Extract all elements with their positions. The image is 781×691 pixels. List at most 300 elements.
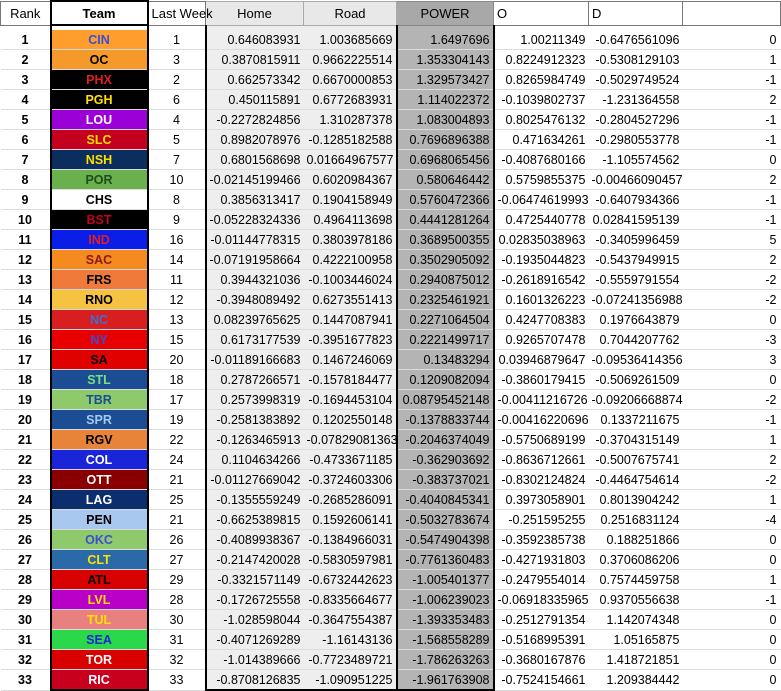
rank-cell[interactable]: 9 xyxy=(1,190,51,210)
team-cell[interactable]: OC xyxy=(51,50,148,70)
d-cell[interactable]: -0.6476561096 xyxy=(589,30,683,50)
d-cell[interactable]: 0.7044207762 xyxy=(589,330,683,350)
power-cell[interactable]: 0.5760472366 xyxy=(397,190,494,210)
rank-cell[interactable]: 7 xyxy=(1,150,51,170)
rank-cell[interactable]: 6 xyxy=(1,130,51,150)
power-cell[interactable]: -1.006239023 xyxy=(397,590,494,610)
road-cell[interactable]: 0.1592606141 xyxy=(304,510,397,530)
change-cell[interactable]: 2 xyxy=(683,450,781,470)
power-cell[interactable]: 0.08795452148 xyxy=(397,390,494,410)
o-cell[interactable]: -0.5168995391 xyxy=(494,630,589,650)
change-cell[interactable]: -1 xyxy=(683,70,781,90)
header-change[interactable] xyxy=(683,1,781,25)
change-cell[interactable]: -2 xyxy=(683,390,781,410)
d-cell[interactable]: 0.9370556638 xyxy=(589,590,683,610)
last-week-cell[interactable]: 14 xyxy=(148,250,206,270)
o-cell[interactable]: -0.00416220696 xyxy=(494,410,589,430)
change-cell[interactable]: -1 xyxy=(683,130,781,150)
change-cell[interactable]: 1 xyxy=(683,430,781,450)
team-cell[interactable]: PHX xyxy=(51,70,148,90)
rank-cell[interactable]: 13 xyxy=(1,270,51,290)
power-cell[interactable]: -0.7761360483 xyxy=(397,550,494,570)
team-cell[interactable]: PEN xyxy=(51,510,148,530)
change-cell[interactable]: 0 xyxy=(683,550,781,570)
last-week-cell[interactable]: 5 xyxy=(148,130,206,150)
last-week-cell[interactable]: 21 xyxy=(148,510,206,530)
last-week-cell[interactable]: 1 xyxy=(148,30,206,50)
rank-cell[interactable]: 28 xyxy=(1,570,51,590)
last-week-cell[interactable]: 25 xyxy=(148,490,206,510)
header-d[interactable]: D xyxy=(589,1,683,25)
road-cell[interactable]: -0.8335664677 xyxy=(304,590,397,610)
d-cell[interactable]: -0.5437949915 xyxy=(589,250,683,270)
home-cell[interactable]: 0.450115891 xyxy=(206,90,304,110)
home-cell[interactable]: -0.01127669042 xyxy=(206,470,304,490)
d-cell[interactable]: -0.5559791554 xyxy=(589,270,683,290)
last-week-cell[interactable]: 12 xyxy=(148,290,206,310)
d-cell[interactable]: -0.09206668874 xyxy=(589,390,683,410)
last-week-cell[interactable]: 33 xyxy=(148,670,206,691)
last-week-cell[interactable]: 6 xyxy=(148,90,206,110)
power-cell[interactable]: -0.2046374049 xyxy=(397,430,494,450)
change-cell[interactable]: 0 xyxy=(683,530,781,550)
last-week-cell[interactable]: 8 xyxy=(148,190,206,210)
power-cell[interactable]: -0.5032783674 xyxy=(397,510,494,530)
power-cell[interactable]: -0.383737021 xyxy=(397,470,494,490)
rank-cell[interactable]: 11 xyxy=(1,230,51,250)
team-cell[interactable]: IND xyxy=(51,230,148,250)
power-cell[interactable]: -0.1378833744 xyxy=(397,410,494,430)
home-cell[interactable]: -0.2147420028 xyxy=(206,550,304,570)
o-cell[interactable]: -0.3860179415 xyxy=(494,370,589,390)
power-cell[interactable]: 0.2325461921 xyxy=(397,290,494,310)
team-cell[interactable]: NC xyxy=(51,310,148,330)
last-week-cell[interactable]: 18 xyxy=(148,370,206,390)
change-cell[interactable]: 2 xyxy=(683,90,781,110)
rank-cell[interactable]: 21 xyxy=(1,430,51,450)
d-cell[interactable]: -0.09536414356 xyxy=(589,350,683,370)
d-cell[interactable]: -0.4464754614 xyxy=(589,470,683,490)
rank-cell[interactable]: 18 xyxy=(1,370,51,390)
last-week-cell[interactable]: 2 xyxy=(148,70,206,90)
team-cell[interactable]: FRS xyxy=(51,270,148,290)
change-cell[interactable]: -2 xyxy=(683,270,781,290)
team-cell[interactable]: ATL xyxy=(51,570,148,590)
team-cell[interactable]: COL xyxy=(51,450,148,470)
road-cell[interactable]: 0.4964113698 xyxy=(304,210,397,230)
home-cell[interactable]: -0.02145199466 xyxy=(206,170,304,190)
d-cell[interactable]: 0.188251866 xyxy=(589,530,683,550)
power-cell[interactable]: 1.6497696 xyxy=(397,30,494,50)
power-cell[interactable]: -0.4040845341 xyxy=(397,490,494,510)
home-cell[interactable]: 0.3856313417 xyxy=(206,190,304,210)
change-cell[interactable]: 1 xyxy=(683,50,781,70)
rank-cell[interactable]: 31 xyxy=(1,630,51,650)
change-cell[interactable]: -1 xyxy=(683,590,781,610)
last-week-cell[interactable]: 11 xyxy=(148,270,206,290)
o-cell[interactable]: -0.3680167876 xyxy=(494,650,589,670)
home-cell[interactable]: -0.4089938367 xyxy=(206,530,304,550)
home-cell[interactable]: -0.3321571149 xyxy=(206,570,304,590)
power-cell[interactable]: 0.1209082094 xyxy=(397,370,494,390)
last-week-cell[interactable]: 16 xyxy=(148,230,206,250)
road-cell[interactable]: 0.1447087941 xyxy=(304,310,397,330)
team-cell[interactable]: LVL xyxy=(51,590,148,610)
last-week-cell[interactable]: 29 xyxy=(148,570,206,590)
last-week-cell[interactable]: 32 xyxy=(148,650,206,670)
team-cell[interactable]: STL xyxy=(51,370,148,390)
power-cell[interactable]: 0.4441281264 xyxy=(397,210,494,230)
rank-cell[interactable]: 33 xyxy=(1,670,51,691)
rank-cell[interactable]: 12 xyxy=(1,250,51,270)
power-cell[interactable]: -0.362903692 xyxy=(397,450,494,470)
home-cell[interactable]: 0.8982078976 xyxy=(206,130,304,150)
d-cell[interactable]: 1.05165875 xyxy=(589,630,683,650)
header-power[interactable]: POWER xyxy=(397,1,494,25)
d-cell[interactable]: -0.5007675741 xyxy=(589,450,683,470)
team-cell[interactable]: TOR xyxy=(51,650,148,670)
home-cell[interactable]: -1.014389666 xyxy=(206,650,304,670)
home-cell[interactable]: -0.01144778315 xyxy=(206,230,304,250)
d-cell[interactable]: 0.8013904242 xyxy=(589,490,683,510)
change-cell[interactable]: 0 xyxy=(683,610,781,630)
rank-cell[interactable]: 27 xyxy=(1,550,51,570)
rank-cell[interactable]: 22 xyxy=(1,450,51,470)
power-cell[interactable]: -1.393353483 xyxy=(397,610,494,630)
home-cell[interactable]: 0.08239765625 xyxy=(206,310,304,330)
header-o[interactable]: O xyxy=(494,1,589,25)
d-cell[interactable]: -0.2804527296 xyxy=(589,110,683,130)
last-week-cell[interactable]: 15 xyxy=(148,330,206,350)
last-week-cell[interactable]: 9 xyxy=(148,210,206,230)
home-cell[interactable]: -0.6625389815 xyxy=(206,510,304,530)
header-home[interactable]: Home xyxy=(206,1,304,25)
rank-cell[interactable]: 20 xyxy=(1,410,51,430)
rank-cell[interactable]: 26 xyxy=(1,530,51,550)
o-cell[interactable]: -0.7524154661 xyxy=(494,670,589,691)
team-cell[interactable]: SPR xyxy=(51,410,148,430)
home-cell[interactable]: -0.3948089492 xyxy=(206,290,304,310)
o-cell[interactable]: 0.5759855375 xyxy=(494,170,589,190)
o-cell[interactable]: -0.3592385738 xyxy=(494,530,589,550)
change-cell[interactable]: -2 xyxy=(683,290,781,310)
last-week-cell[interactable]: 24 xyxy=(148,450,206,470)
last-week-cell[interactable]: 10 xyxy=(148,170,206,190)
header-rank[interactable]: Rank xyxy=(1,1,51,25)
o-cell[interactable]: -0.1039802737 xyxy=(494,90,589,110)
d-cell[interactable]: -0.5069261509 xyxy=(589,370,683,390)
o-cell[interactable]: 0.3973058901 xyxy=(494,490,589,510)
team-cell[interactable]: SAC xyxy=(51,250,148,270)
home-cell[interactable]: -0.1726725558 xyxy=(206,590,304,610)
team-cell[interactable]: LAG xyxy=(51,490,148,510)
d-cell[interactable]: -1.231364558 xyxy=(589,90,683,110)
o-cell[interactable]: 0.8224912323 xyxy=(494,50,589,70)
team-cell[interactable]: OKC xyxy=(51,530,148,550)
d-cell[interactable]: 0.2516831124 xyxy=(589,510,683,530)
last-week-cell[interactable]: 30 xyxy=(148,610,206,630)
road-cell[interactable]: -0.4733671185 xyxy=(304,450,397,470)
d-cell[interactable]: 0.1337211675 xyxy=(589,410,683,430)
rank-cell[interactable]: 3 xyxy=(1,70,51,90)
power-cell[interactable]: 1.329573427 xyxy=(397,70,494,90)
road-cell[interactable]: -0.1578184477 xyxy=(304,370,397,390)
road-cell[interactable]: 0.1904158949 xyxy=(304,190,397,210)
change-cell[interactable]: 2 xyxy=(683,170,781,190)
road-cell[interactable]: 0.6772683931 xyxy=(304,90,397,110)
o-cell[interactable]: -0.251595255 xyxy=(494,510,589,530)
o-cell[interactable]: -0.06474619993 xyxy=(494,190,589,210)
team-cell[interactable]: CIN xyxy=(51,30,148,50)
change-cell[interactable]: 1 xyxy=(683,570,781,590)
power-cell[interactable]: 0.2940875012 xyxy=(397,270,494,290)
rank-cell[interactable]: 30 xyxy=(1,610,51,630)
d-cell[interactable]: 0.02841595139 xyxy=(589,210,683,230)
home-cell[interactable]: 0.662573342 xyxy=(206,70,304,90)
rank-cell[interactable]: 5 xyxy=(1,110,51,130)
team-cell[interactable]: LOU xyxy=(51,110,148,130)
home-cell[interactable]: 0.6801568698 xyxy=(206,150,304,170)
o-cell[interactable]: 0.02835038963 xyxy=(494,230,589,250)
road-cell[interactable]: 0.9662225514 xyxy=(304,50,397,70)
home-cell[interactable]: -1.028598044 xyxy=(206,610,304,630)
change-cell[interactable]: 0 xyxy=(683,150,781,170)
d-cell[interactable]: -0.5308129103 xyxy=(589,50,683,70)
team-cell[interactable]: NY xyxy=(51,330,148,350)
o-cell[interactable]: -0.4271931803 xyxy=(494,550,589,570)
road-cell[interactable]: 0.01664967577 xyxy=(304,150,397,170)
d-cell[interactable]: -0.3704315149 xyxy=(589,430,683,450)
d-cell[interactable]: -1.105574562 xyxy=(589,150,683,170)
home-cell[interactable]: -0.1263465913 xyxy=(206,430,304,450)
o-cell[interactable]: -0.2512791354 xyxy=(494,610,589,630)
rank-cell[interactable]: 19 xyxy=(1,390,51,410)
home-cell[interactable]: -0.8708126835 xyxy=(206,670,304,691)
o-cell[interactable]: 0.8265984749 xyxy=(494,70,589,90)
last-week-cell[interactable]: 19 xyxy=(148,410,206,430)
home-cell[interactable]: -0.01189166683 xyxy=(206,350,304,370)
last-week-cell[interactable]: 28 xyxy=(148,590,206,610)
o-cell[interactable]: 1.00211349 xyxy=(494,30,589,50)
power-cell[interactable]: 1.114022372 xyxy=(397,90,494,110)
rank-cell[interactable]: 15 xyxy=(1,310,51,330)
road-cell[interactable]: -0.2685286091 xyxy=(304,490,397,510)
d-cell[interactable]: 0.7574459758 xyxy=(589,570,683,590)
last-week-cell[interactable]: 31 xyxy=(148,630,206,650)
home-cell[interactable]: -0.2272824856 xyxy=(206,110,304,130)
road-cell[interactable]: 0.1202550148 xyxy=(304,410,397,430)
d-cell[interactable]: -0.6407934366 xyxy=(589,190,683,210)
power-cell[interactable]: -1.568558289 xyxy=(397,630,494,650)
change-cell[interactable]: 1 xyxy=(683,490,781,510)
road-cell[interactable]: 1.310287378 xyxy=(304,110,397,130)
road-cell[interactable]: 0.4222100958 xyxy=(304,250,397,270)
rank-cell[interactable]: 4 xyxy=(1,90,51,110)
rank-cell[interactable]: 17 xyxy=(1,350,51,370)
o-cell[interactable]: 0.4247708383 xyxy=(494,310,589,330)
home-cell[interactable]: -0.2581383892 xyxy=(206,410,304,430)
rank-cell[interactable]: 32 xyxy=(1,650,51,670)
change-cell[interactable]: -1 xyxy=(683,190,781,210)
d-cell[interactable]: -0.3405996459 xyxy=(589,230,683,250)
o-cell[interactable]: -0.2618916542 xyxy=(494,270,589,290)
change-cell[interactable]: -2 xyxy=(683,470,781,490)
last-week-cell[interactable]: 21 xyxy=(148,470,206,490)
last-week-cell[interactable]: 22 xyxy=(148,430,206,450)
change-cell[interactable]: 5 xyxy=(683,230,781,250)
change-cell[interactable]: -1 xyxy=(683,110,781,130)
change-cell[interactable]: 2 xyxy=(683,250,781,270)
road-cell[interactable]: -0.3951677823 xyxy=(304,330,397,350)
last-week-cell[interactable]: 20 xyxy=(148,350,206,370)
team-cell[interactable]: NSH xyxy=(51,150,148,170)
change-cell[interactable]: 3 xyxy=(683,350,781,370)
road-cell[interactable]: -0.3724603306 xyxy=(304,470,397,490)
home-cell[interactable]: 0.646083931 xyxy=(206,30,304,50)
last-week-cell[interactable]: 26 xyxy=(148,530,206,550)
road-cell[interactable]: -0.07829081363 xyxy=(304,430,397,450)
d-cell[interactable]: 1.418721851 xyxy=(589,650,683,670)
change-cell[interactable]: -1 xyxy=(683,410,781,430)
o-cell[interactable]: 0.8025476132 xyxy=(494,110,589,130)
team-cell[interactable]: PGH xyxy=(51,90,148,110)
home-cell[interactable]: 0.2787266571 xyxy=(206,370,304,390)
power-cell[interactable]: -1.005401377 xyxy=(397,570,494,590)
home-cell[interactable]: 0.1104634266 xyxy=(206,450,304,470)
last-week-cell[interactable]: 27 xyxy=(148,550,206,570)
home-cell[interactable]: -0.05228324336 xyxy=(206,210,304,230)
o-cell[interactable]: 0.4725440778 xyxy=(494,210,589,230)
o-cell[interactable]: 0.471634261 xyxy=(494,130,589,150)
rank-cell[interactable]: 23 xyxy=(1,470,51,490)
rank-cell[interactable]: 24 xyxy=(1,490,51,510)
team-cell[interactable]: OTT xyxy=(51,470,148,490)
power-cell[interactable]: 0.3689500355 xyxy=(397,230,494,250)
change-cell[interactable]: 0 xyxy=(683,30,781,50)
d-cell[interactable]: -0.07241356988 xyxy=(589,290,683,310)
o-cell[interactable]: -0.1935044823 xyxy=(494,250,589,270)
rank-cell[interactable]: 16 xyxy=(1,330,51,350)
header-road[interactable]: Road xyxy=(304,1,397,25)
road-cell[interactable]: -0.7723489721 xyxy=(304,650,397,670)
power-cell[interactable]: 0.3502905092 xyxy=(397,250,494,270)
power-cell[interactable]: 0.6968065456 xyxy=(397,150,494,170)
last-week-cell[interactable]: 17 xyxy=(148,390,206,410)
team-cell[interactable]: CHS xyxy=(51,190,148,210)
power-cell[interactable]: 0.13483294 xyxy=(397,350,494,370)
power-cell[interactable]: -0.5474904398 xyxy=(397,530,494,550)
home-cell[interactable]: 0.3870815911 xyxy=(206,50,304,70)
header-last-week[interactable]: Last Week xyxy=(148,1,206,25)
team-cell[interactable]: SLC xyxy=(51,130,148,150)
rank-cell[interactable]: 8 xyxy=(1,170,51,190)
change-cell[interactable]: -3 xyxy=(683,330,781,350)
team-cell[interactable]: RIC xyxy=(51,670,148,691)
road-cell[interactable]: -0.3647554387 xyxy=(304,610,397,630)
team-cell[interactable]: CLT xyxy=(51,550,148,570)
d-cell[interactable]: -0.2980553778 xyxy=(589,130,683,150)
power-cell[interactable]: -1.786263263 xyxy=(397,650,494,670)
road-cell[interactable]: -0.1285182588 xyxy=(304,130,397,150)
road-cell[interactable]: 0.1467246069 xyxy=(304,350,397,370)
change-cell[interactable]: 0 xyxy=(683,370,781,390)
d-cell[interactable]: 0.1976643879 xyxy=(589,310,683,330)
road-cell[interactable]: 0.6273551413 xyxy=(304,290,397,310)
rank-cell[interactable]: 2 xyxy=(1,50,51,70)
power-cell[interactable]: 0.580646442 xyxy=(397,170,494,190)
home-cell[interactable]: -0.4071269289 xyxy=(206,630,304,650)
team-cell[interactable]: TBR xyxy=(51,390,148,410)
o-cell[interactable]: 0.9265707478 xyxy=(494,330,589,350)
road-cell[interactable]: -0.6732442623 xyxy=(304,570,397,590)
team-cell[interactable]: SA xyxy=(51,350,148,370)
team-cell[interactable]: TUL xyxy=(51,610,148,630)
home-cell[interactable]: 0.6173177539 xyxy=(206,330,304,350)
power-cell[interactable]: 0.2271064504 xyxy=(397,310,494,330)
power-cell[interactable]: 0.2221499717 xyxy=(397,330,494,350)
last-week-cell[interactable]: 4 xyxy=(148,110,206,130)
road-cell[interactable]: -0.1694453104 xyxy=(304,390,397,410)
power-cell[interactable]: 0.7696896388 xyxy=(397,130,494,150)
road-cell[interactable]: -0.5830597981 xyxy=(304,550,397,570)
rank-cell[interactable]: 10 xyxy=(1,210,51,230)
road-cell[interactable]: -1.090951225 xyxy=(304,670,397,691)
road-cell[interactable]: 1.003685669 xyxy=(304,30,397,50)
o-cell[interactable]: -0.8636712661 xyxy=(494,450,589,470)
change-cell[interactable]: 0 xyxy=(683,650,781,670)
road-cell[interactable]: -0.1384966031 xyxy=(304,530,397,550)
change-cell[interactable]: 0 xyxy=(683,630,781,650)
rank-cell[interactable]: 1 xyxy=(1,30,51,50)
last-week-cell[interactable]: 13 xyxy=(148,310,206,330)
road-cell[interactable]: 0.3803978186 xyxy=(304,230,397,250)
power-cell[interactable]: 1.353304143 xyxy=(397,50,494,70)
change-cell[interactable]: 0 xyxy=(683,310,781,330)
rank-cell[interactable]: 25 xyxy=(1,510,51,530)
d-cell[interactable]: 1.142074348 xyxy=(589,610,683,630)
header-team[interactable]: Team xyxy=(51,1,148,25)
rank-cell[interactable]: 29 xyxy=(1,590,51,610)
home-cell[interactable]: -0.07191958664 xyxy=(206,250,304,270)
last-week-cell[interactable]: 7 xyxy=(148,150,206,170)
power-cell[interactable]: 1.083004893 xyxy=(397,110,494,130)
o-cell[interactable]: 0.03946879647 xyxy=(494,350,589,370)
o-cell[interactable]: -0.5750689199 xyxy=(494,430,589,450)
road-cell[interactable]: -1.16143136 xyxy=(304,630,397,650)
d-cell[interactable]: 1.209384442 xyxy=(589,670,683,691)
home-cell[interactable]: 0.3944321036 xyxy=(206,270,304,290)
d-cell[interactable]: -0.00466090457 xyxy=(589,170,683,190)
o-cell[interactable]: 0.1601326223 xyxy=(494,290,589,310)
change-cell[interactable]: -1 xyxy=(683,210,781,230)
o-cell[interactable]: -0.00411216726 xyxy=(494,390,589,410)
road-cell[interactable]: 0.6670000853 xyxy=(304,70,397,90)
home-cell[interactable]: -0.1355559249 xyxy=(206,490,304,510)
o-cell[interactable]: -0.8302124824 xyxy=(494,470,589,490)
change-cell[interactable]: -4 xyxy=(683,510,781,530)
o-cell[interactable]: -0.2479554014 xyxy=(494,570,589,590)
road-cell[interactable]: 0.6020984367 xyxy=(304,170,397,190)
o-cell[interactable]: -0.06918335965 xyxy=(494,590,589,610)
home-cell[interactable]: 0.2573998319 xyxy=(206,390,304,410)
d-cell[interactable]: -0.5029749524 xyxy=(589,70,683,90)
team-cell[interactable]: POR xyxy=(51,170,148,190)
team-cell[interactable]: RNO xyxy=(51,290,148,310)
o-cell[interactable]: -0.4087680166 xyxy=(494,150,589,170)
rank-cell[interactable]: 14 xyxy=(1,290,51,310)
team-cell[interactable]: BST xyxy=(51,210,148,230)
team-cell[interactable]: SEA xyxy=(51,630,148,650)
